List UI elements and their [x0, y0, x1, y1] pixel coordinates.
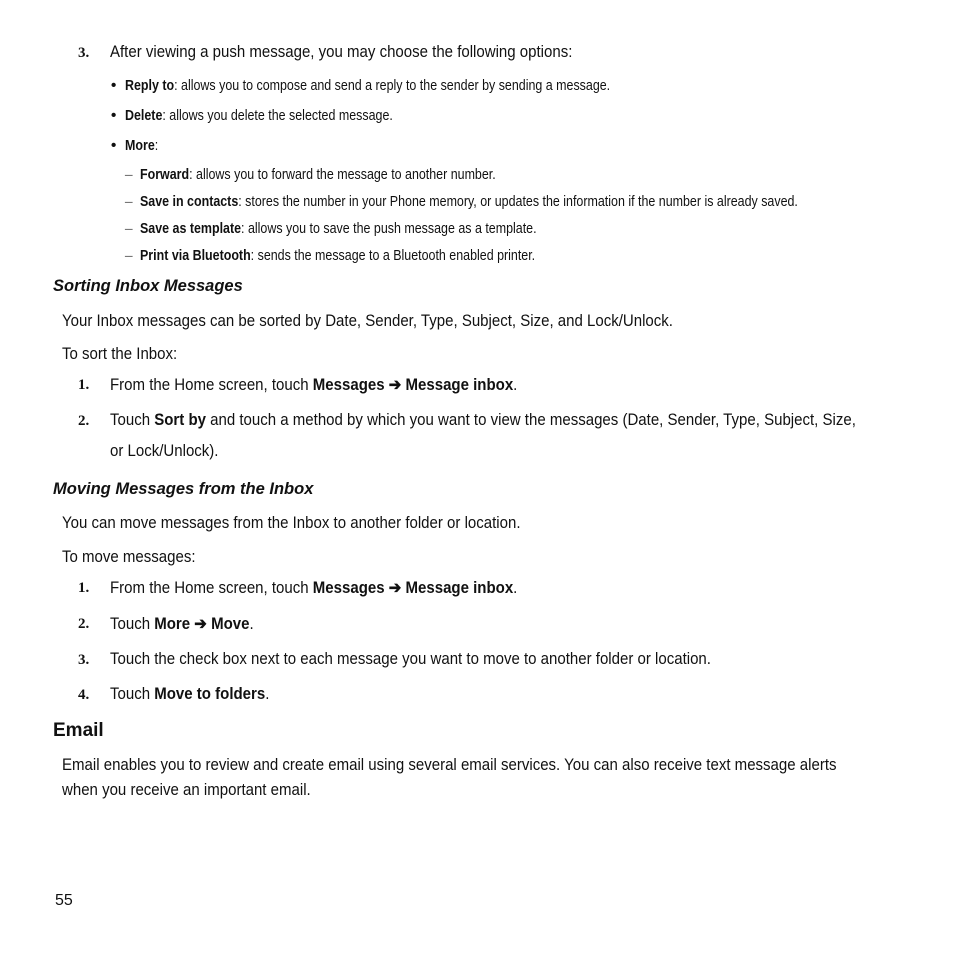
option-more — [125, 137, 158, 154]
step-text-part: . — [513, 579, 518, 597]
bullet: • — [111, 137, 117, 154]
dash: – — [125, 167, 133, 183]
section-heading-moving: Moving Messages from the Inbox — [53, 480, 314, 498]
step-text-part: From the Home screen, touch — [110, 579, 313, 597]
step-text — [110, 685, 269, 704]
step-text-continued: or Lock/Unlock). — [110, 442, 219, 460]
step-number: 3. — [78, 652, 90, 668]
paragraph: To move messages: — [62, 548, 196, 566]
option-desc: : sends the message to a Bluetooth enabled printer. — [250, 247, 536, 264]
section-heading-sorting: Sorting Inbox Messages — [53, 277, 243, 295]
arrow-icon: ➔ — [194, 615, 207, 633]
dash: – — [125, 194, 133, 210]
bullet: • — [111, 77, 117, 94]
option-desc: : — [154, 137, 159, 154]
step-number: 1. — [78, 377, 90, 393]
step-text-part: . — [265, 685, 270, 703]
step-text — [110, 375, 517, 395]
option-desc: : allows you to compose and send a reply to the sender by sending a message. — [174, 77, 611, 94]
step-number: 3. — [78, 45, 90, 61]
more-option-forward — [140, 166, 496, 183]
page-number: 55 — [55, 892, 73, 909]
step-text-part: Touch — [110, 411, 155, 429]
more-option-print-via-bluetooth — [140, 247, 535, 264]
dash: – — [125, 248, 133, 264]
step-text — [110, 411, 856, 430]
more-option-save-in-contacts — [140, 193, 798, 210]
option-label: Save as template — [140, 220, 242, 237]
option-desc: : allows you delete the selected message. — [162, 107, 393, 124]
menu-item-move-to-folders: Move to folders — [154, 685, 266, 703]
step-text: Touch the check box next to each message you want to move to another folder or location. — [110, 650, 711, 668]
menu-item-message-inbox: Message inbox — [405, 376, 514, 394]
step-number: 2. — [78, 616, 90, 632]
arrow-icon: ➔ — [388, 376, 402, 394]
step-text — [110, 614, 254, 634]
option-desc: : allows you to forward the message to another number. — [189, 166, 496, 183]
bullet: • — [111, 107, 117, 124]
option-reply-to — [125, 77, 610, 94]
more-option-save-as-template — [140, 220, 537, 237]
option-label: Forward — [140, 166, 190, 183]
paragraph: Your Inbox messages can be sorted by Date, Sender, Type, Subject, Size, and Lock/Unlock. — [62, 312, 673, 330]
dash: – — [125, 221, 133, 237]
step-number: 4. — [78, 687, 90, 703]
menu-item-message-inbox: Message inbox — [405, 579, 514, 597]
option-label: Save in contacts — [140, 193, 239, 210]
arrow-icon: ➔ — [388, 579, 402, 597]
option-delete — [125, 107, 393, 124]
step-text-part: and touch a method by which you want to view the messages (Date, Sender, Type, Subject, Size, — [205, 411, 856, 429]
paragraph-continued: when you receive an important email. — [62, 781, 311, 799]
option-label: Print via Bluetooth — [140, 247, 251, 264]
step-text-part: Touch — [110, 685, 155, 703]
paragraph: To sort the Inbox: — [62, 345, 178, 363]
step-text-part: Touch — [110, 615, 155, 633]
paragraph: Email enables you to review and create email using several email services. You can also receive text message alerts — [62, 756, 837, 774]
menu-item-sort-by: Sort by — [154, 411, 206, 429]
option-label: More — [125, 137, 155, 154]
option-desc: : stores the number in your Phone memory, or updates the information if the number is already saved. — [238, 193, 798, 210]
option-label: Reply to — [125, 77, 175, 94]
option-label: Delete — [125, 107, 163, 124]
menu-item-messages: Messages — [312, 376, 385, 394]
step-number: 1. — [78, 580, 90, 596]
step-number: 2. — [78, 413, 90, 429]
menu-item-move: Move — [211, 615, 250, 633]
option-desc: : allows you to save the push message as a template. — [241, 220, 537, 237]
menu-item-more: More — [154, 615, 191, 633]
section-heading-email: Email — [53, 720, 104, 741]
step-text-part: . — [249, 615, 254, 633]
paragraph: You can move messages from the Inbox to another folder or location. — [62, 514, 521, 532]
step-text-part: . — [513, 376, 518, 394]
step-text: After viewing a push message, you may choose the following options: — [110, 43, 573, 61]
step-text — [110, 578, 517, 598]
menu-item-messages: Messages — [312, 579, 385, 597]
step-text-part: From the Home screen, touch — [110, 376, 313, 394]
